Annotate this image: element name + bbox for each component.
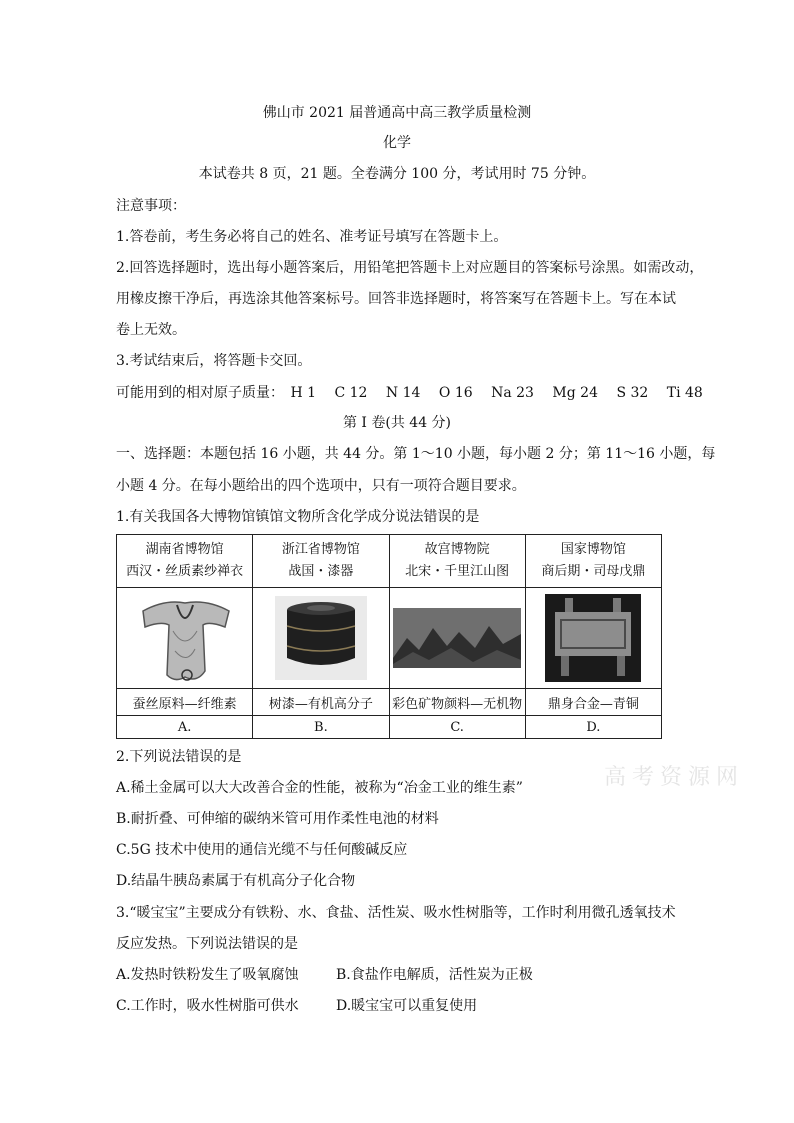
museum-name: 浙江省博物馆 bbox=[281, 542, 360, 557]
subject-title: 化学 bbox=[383, 135, 411, 151]
question-2-option-a: A.稀土金属可以大大改善合金的性能，被称为“冶金工业的维生素” bbox=[116, 780, 523, 796]
question-3-option-d: D.暖宝宝可以重复使用 bbox=[336, 998, 478, 1014]
question-1-stem: 1.有关我国各大博物馆镇馆文物所含化学成分说法错误的是 bbox=[116, 509, 480, 525]
note-item-3: 3.考试结束后，将答题卡交回。 bbox=[116, 353, 312, 369]
question-3-stem-line-2: 反应发热。下列说法错误的是 bbox=[116, 936, 298, 952]
question-2-option-d: D.结晶牛胰岛素属于有机高分子化合物 bbox=[116, 873, 356, 889]
question-3-option-a: A.发热时铁粉发生了吸氧腐蚀 bbox=[116, 967, 299, 983]
note-item-1: 1.答卷前，考生务必将自己的姓名、准考证号填写在答题卡上。 bbox=[116, 229, 508, 245]
note-item-2-line-1: 2.回答选择题时，选出每小题答案后，用铅笔把答题卡上对应题目的答案标号涂黑。如需改动， bbox=[116, 260, 704, 276]
atomic-mass-item: Ti 48 bbox=[666, 385, 703, 401]
table-image-cell bbox=[117, 588, 253, 689]
option-letter-cell: A. bbox=[117, 716, 253, 739]
option-letter-cell: D. bbox=[525, 716, 661, 739]
museum-name: 故宫博物院 bbox=[424, 542, 490, 557]
bronze-ding-image bbox=[545, 594, 641, 682]
question-1-table bbox=[116, 534, 662, 739]
artifact-name: 西汉・丝质素纱禅衣 bbox=[126, 564, 244, 579]
atomic-mass-item: O 16 bbox=[438, 385, 473, 401]
note-item-2-line-2: 用橡皮擦干净后，再选涂其他答案标号。回答非选择题时，将答案写在答题卡上。写在本试 bbox=[116, 291, 676, 307]
question-3-option-b: B.食盐作电解质，活性炭为正极 bbox=[336, 967, 533, 983]
atomic-masses bbox=[116, 383, 717, 403]
note-item-2-line-3: 卷上无效。 bbox=[116, 322, 186, 338]
exam-title: 佛山市 2021 届普通高中高三教学质量检测 bbox=[262, 105, 532, 121]
table-header-cell bbox=[389, 535, 525, 588]
question-2-option-c: C.5G 技术中使用的通信光缆不与任何酸碱反应 bbox=[116, 842, 408, 858]
atomic-mass-item: S 32 bbox=[616, 385, 649, 401]
lacquerware-image bbox=[275, 596, 367, 680]
question-2-stem: 2.下列说法错误的是 bbox=[116, 749, 242, 765]
artifact-name: 北宋・千里江山图 bbox=[405, 564, 510, 579]
silk-robe-image bbox=[135, 591, 235, 685]
table-header-cell bbox=[525, 535, 661, 588]
table-image-cell bbox=[525, 588, 661, 689]
option-letter-cell: C. bbox=[389, 716, 525, 739]
section-instructions-line-2: 小题 4 分。在每小题给出的四个选项中，只有一项符合题目要求。 bbox=[116, 478, 526, 494]
section-instructions-line-1: 一、选择题：本题包括 16 小题，共 44 分。第 1～10 小题，每小题 2 分；第 11～16 小题，每 bbox=[116, 446, 716, 462]
exam-summary: 本试卷共 8 页，21 题。全卷满分 100 分，考试用时 75 分钟。 bbox=[198, 166, 596, 182]
composition-cell: 彩色矿物颜料—无机物 bbox=[389, 689, 525, 716]
atomic-mass-item: Mg 24 bbox=[552, 385, 598, 401]
question-3-option-c: C.工作时，吸水性树脂可供水 bbox=[116, 998, 299, 1014]
atomic-mass-item: C 12 bbox=[334, 385, 368, 401]
atomic-mass-item: Na 23 bbox=[491, 385, 534, 401]
composition-cell: 鼎身合金—青铜 bbox=[525, 689, 661, 716]
artifact-name: 战国・漆器 bbox=[288, 564, 354, 579]
question-3-stem-line-1: 3.“暖宝宝”主要成分有铁粉、水、食盐、活性炭、吸水性树脂等，工作时利用微孔透氧技术 bbox=[116, 905, 676, 921]
museum-name: 湖南省博物馆 bbox=[145, 542, 224, 557]
atomic-mass-item: H 1 bbox=[290, 385, 317, 401]
artifact-name: 商后期・司母戊鼎 bbox=[541, 564, 646, 579]
table-header-cell bbox=[117, 535, 253, 588]
table-image-cell bbox=[253, 588, 389, 689]
watermark: 高考资源网 bbox=[604, 765, 745, 790]
composition-cell: 蚕丝原料—纤维素 bbox=[117, 689, 253, 716]
option-letter-cell: B. bbox=[253, 716, 389, 739]
composition-cell: 树漆—有机高分子 bbox=[253, 689, 389, 716]
table-image-cell bbox=[389, 588, 525, 689]
landscape-painting-image bbox=[393, 608, 521, 668]
question-2-option-b: B.耐折叠、可伸缩的碳纳米管可用作柔性电池的材料 bbox=[116, 811, 439, 827]
museum-name: 国家博物馆 bbox=[560, 542, 626, 557]
atomic-masses-label: 可能用到的相对原子质量： bbox=[116, 385, 284, 401]
atomic-mass-item: N 14 bbox=[385, 385, 421, 401]
section-title: 第 I 卷(共 44 分) bbox=[342, 415, 452, 431]
notes-heading: 注意事项： bbox=[116, 198, 186, 214]
table-header-cell bbox=[253, 535, 389, 588]
